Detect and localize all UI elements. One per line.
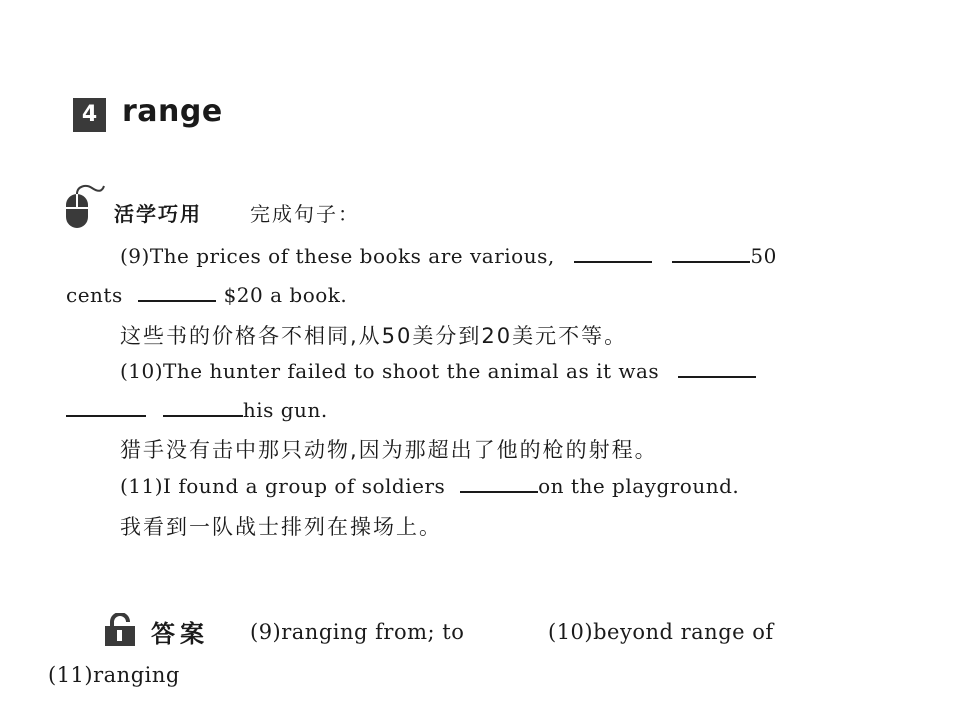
q9-text-end: 50 <box>750 244 777 268</box>
q9-line1 <box>120 244 777 268</box>
q10-blank-2 <box>66 399 146 417</box>
answer-11: (11)ranging <box>48 663 180 687</box>
q10-blank-3 <box>163 399 243 417</box>
vocabulary-word: range <box>122 94 223 129</box>
q11-text-end: on the playground. <box>538 474 740 498</box>
q9-blank-2 <box>672 245 750 263</box>
section-label: 活学巧用 <box>114 202 202 226</box>
q10-text: (10)The hunter failed to shoot the animal as it was <box>120 359 660 383</box>
section-instruction: 完成句子： <box>250 202 360 226</box>
q11-translation: 我看到一队战士排列在操场上。 <box>120 515 442 539</box>
q11-line <box>120 474 739 498</box>
q9-line2-start: cents <box>66 283 123 307</box>
item-number-badge: 4 <box>73 98 106 132</box>
q10-line1 <box>120 359 756 383</box>
mouse-icon <box>62 182 106 236</box>
answer-label: 答案 <box>151 620 209 648</box>
q9-translation: 这些书的价格各不相同,从50美分到20美元不等。 <box>120 324 628 348</box>
q9-blank-3 <box>138 284 216 302</box>
q11-blank <box>460 475 538 493</box>
answer-10: (10)beyond range of <box>548 620 774 644</box>
lock-icon <box>103 613 139 651</box>
q9-line2 <box>66 283 347 307</box>
answer-9: (9)ranging from; to <box>250 620 465 644</box>
q10-line2-end: his gun. <box>242 398 328 422</box>
q11-text-start: (11)I found a group of soldiers <box>120 474 446 498</box>
q9-text-start: (9)The prices of these books are various, <box>120 244 555 268</box>
q9-line2-end: $20 a book. <box>223 283 348 307</box>
q10-blank-1 <box>678 360 756 378</box>
q10-line2 <box>66 398 328 422</box>
q10-translation: 猎手没有击中那只动物,因为那超出了他的枪的射程。 <box>120 438 658 462</box>
q9-blank-1 <box>574 245 652 263</box>
